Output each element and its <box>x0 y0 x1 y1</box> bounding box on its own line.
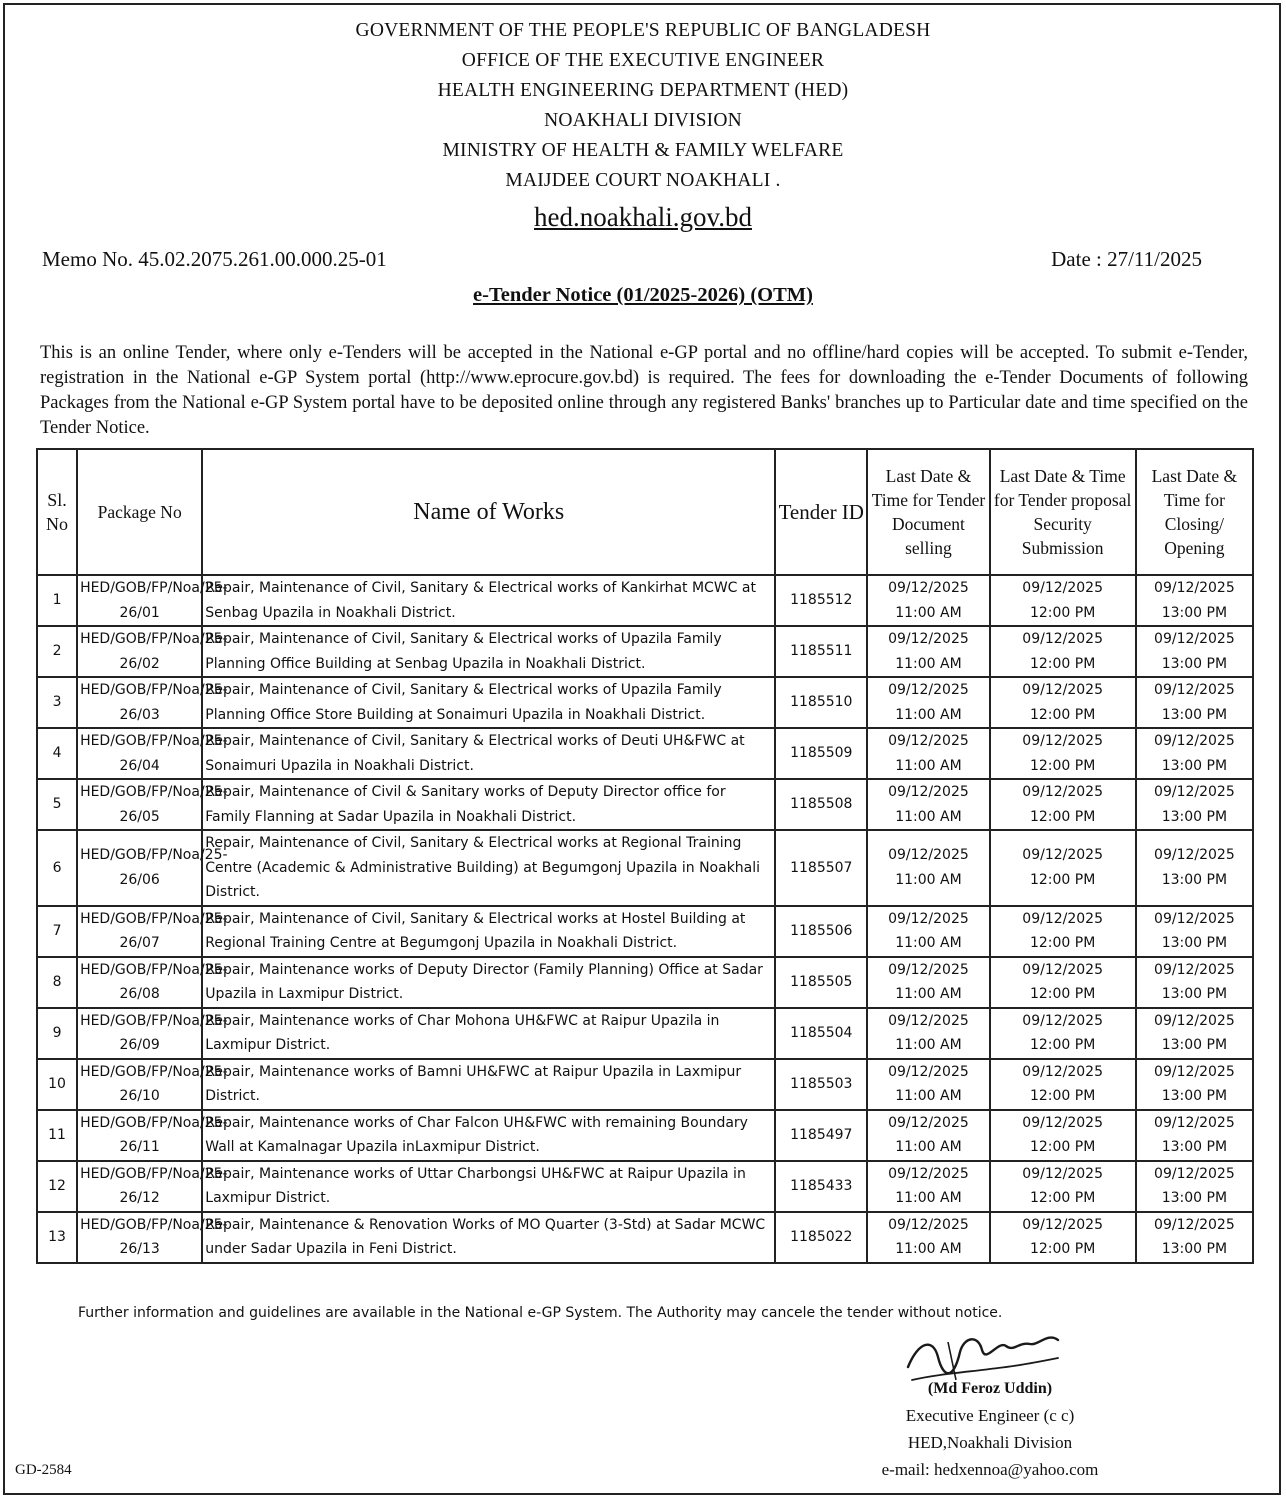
table-row <box>37 957 1253 1008</box>
table-row <box>37 906 1253 957</box>
cell-sl: 2 <box>37 626 77 677</box>
cell-tender-id: 1185503 <box>775 1059 867 1110</box>
cell-package: HED/GOB/FP/Noa/25-26/02 <box>77 626 202 677</box>
date-text: 09/12/2025 <box>1154 784 1235 800</box>
cell-tender-id: 1185512 <box>775 575 867 626</box>
cell-sl: 3 <box>37 677 77 728</box>
table-row <box>37 1161 1253 1212</box>
time-text: 12:00 PM <box>1029 935 1096 951</box>
header-name: Name of Works <box>202 449 775 575</box>
time-text: 11:00 AM <box>895 1190 962 1206</box>
cell-sl: 13 <box>37 1212 77 1263</box>
cell-security <box>990 1161 1136 1212</box>
cell-package: HED/GOB/FP/Noa/25-26/09 <box>77 1008 202 1059</box>
cell-tender-id: 1185509 <box>775 728 867 779</box>
letterhead-line: GOVERNMENT OF THE PEOPLE'S REPUBLIC OF BANGLADESH <box>355 20 931 41</box>
cell-tender-id: 1185511 <box>775 626 867 677</box>
time-text: 12:00 PM <box>1029 706 1096 723</box>
date-text: 09/12/2025 <box>1154 910 1235 927</box>
cell-security <box>990 1212 1136 1263</box>
letterhead-line: MINISTRY OF HEALTH & FAMILY WELFARE <box>442 140 844 161</box>
time-text: 13:00 PM <box>1161 935 1228 951</box>
time-text: 13:00 PM <box>1161 757 1228 774</box>
time-text: 13:00 PM <box>1161 1241 1228 1257</box>
cell-name: Repair, Maintenance of Civil, Sanitary & Electrical works of Kankirhat MCWC at Senbag Upazila in Noakhali District. <box>202 575 775 626</box>
cell-tender-id: 1185022 <box>775 1212 867 1263</box>
header-tender-id: Tender ID <box>775 449 867 575</box>
date-text: 09/12/2025 <box>888 733 969 749</box>
time-text: 11:00 AM <box>895 808 962 825</box>
cell-security <box>990 626 1136 677</box>
table-row <box>37 626 1253 677</box>
time-text: 11:00 AM <box>895 1037 962 1053</box>
cell-tender-id: 1185497 <box>775 1110 867 1161</box>
signer-name: (Md Feroz Uddin) <box>927 1380 1053 1397</box>
cell-name: Repair, Maintenance of Civil, Sanitary & Electrical works of Deuti UH&FWC at Sonaimuri Upazila in Noakhali District. <box>202 728 775 779</box>
date-text: 09/12/2025 <box>1022 961 1103 978</box>
time-text: 11:00 AM <box>895 935 962 951</box>
time-text: 11:00 AM <box>895 1088 962 1104</box>
time-text: 11:00 AM <box>895 757 962 774</box>
date-text: 09/12/2025 <box>888 1012 969 1029</box>
header-doc-selling: Last Date & Time for Tender Document selling <box>867 449 989 575</box>
cell-security <box>990 1008 1136 1059</box>
time-text: 13:00 PM <box>1161 706 1228 723</box>
cell-package: HED/GOB/FP/Noa/25-26/08 <box>77 957 202 1008</box>
letterhead-line: MAIJDEE COURT NOAKHALI . <box>505 170 781 191</box>
cell-package: HED/GOB/FP/Noa/25-26/05 <box>77 779 202 830</box>
cell-doc-selling <box>867 626 989 677</box>
date-text: 09/12/2025 <box>1022 733 1103 749</box>
time-text: 11:00 AM <box>895 871 962 888</box>
cell-package: HED/GOB/FP/Noa/25-26/04 <box>77 728 202 779</box>
cell-name: Repair, Maintenance works of Char Mohona UH&FWC at Raipur Upazila in Laxmipur District. <box>202 1008 775 1059</box>
date-text: 09/12/2025 <box>1022 1216 1103 1233</box>
cell-doc-selling <box>867 1110 989 1161</box>
date-text: 09/12/2025 <box>888 1165 969 1182</box>
cell-security <box>990 830 1136 906</box>
header-package: Package No <box>77 449 202 575</box>
cell-security <box>990 779 1136 830</box>
date-text: 09/12/2025 <box>1154 1165 1235 1182</box>
date-text: 09/12/2025 <box>888 1216 969 1233</box>
cell-security <box>990 677 1136 728</box>
time-text: 11:00 AM <box>895 1241 962 1257</box>
cell-name: Repair, Maintenance of Civil, Sanitary & Electrical works of Upazila Family Planning Office Store Building at Sonaimuri Upazila in Noakhali District. <box>202 677 775 728</box>
cell-sl: 6 <box>37 830 77 906</box>
time-text: 11:00 AM <box>895 986 962 1002</box>
memo-number: Memo No. 45.02.2075.261.00.000.25-01 <box>42 247 387 271</box>
cell-security <box>990 575 1136 626</box>
gd-code: GD-2584 <box>15 1462 72 1478</box>
date-text: 09/12/2025 <box>888 1114 969 1131</box>
date-text: 09/12/2025 <box>1154 682 1235 698</box>
cell-sl: 12 <box>37 1161 77 1212</box>
date-text: 09/12/2025 <box>888 847 969 864</box>
signer-designation: Executive Engineer (c c) <box>905 1406 1075 1425</box>
notice-date: Date : 27/11/2025 <box>1051 247 1202 271</box>
date-text: 09/12/2025 <box>1154 961 1235 978</box>
date-text: 09/12/2025 <box>1022 1114 1103 1131</box>
cell-closing <box>1136 677 1253 728</box>
header-security: Last Date & Time for Tender proposal Security Submission <box>990 449 1136 575</box>
cell-tender-id: 1185504 <box>775 1008 867 1059</box>
date-text: 09/12/2025 <box>888 784 969 800</box>
letterhead-line: NOAKHALI DIVISION <box>544 110 742 131</box>
cell-doc-selling <box>867 1161 989 1212</box>
letterhead-line: HEALTH ENGINEERING DEPARTMENT (HED) <box>437 80 849 101</box>
signature-block <box>880 1376 1100 1483</box>
letterhead-line: OFFICE OF THE EXECUTIVE ENGINEER <box>461 50 825 71</box>
cell-sl: 7 <box>37 906 77 957</box>
header-sl: Sl. No <box>37 449 77 575</box>
cell-doc-selling <box>867 906 989 957</box>
cell-closing <box>1136 728 1253 779</box>
cell-closing <box>1136 830 1253 906</box>
time-text: 11:00 AM <box>895 655 962 672</box>
date-text: 09/12/2025 <box>888 1063 969 1080</box>
cell-security <box>990 906 1136 957</box>
date-text: 09/12/2025 <box>888 580 969 596</box>
cell-sl: 8 <box>37 957 77 1008</box>
table-row <box>37 1110 1253 1161</box>
date-text: 09/12/2025 <box>1154 733 1235 749</box>
time-text: 12:00 PM <box>1029 1241 1096 1257</box>
table-row <box>37 575 1253 626</box>
intro-paragraph: This is an online Tender, where only e-Tenders will be accepted in the National e-GP portal and no offline/hard copies will be accepted. To submit e-Tender, registration in the National e-GP System portal (http://www.eprocure.gov.bd) is required. The fees for downloading the e-Tender Documents of following Packages from the National e-GP System portal have to be deposited online through any registered Banks' branches up to Particular date and time specified on the Tender Notice. <box>40 343 1248 438</box>
cell-name: Repair, Maintenance of Civil, Sanitary & Electrical works of Upazila Family Planning Office Building at Senbag Upazila in Noakhali District. <box>202 626 775 677</box>
time-text: 12:00 PM <box>1029 808 1096 825</box>
cell-sl: 10 <box>37 1059 77 1110</box>
cell-name: Repair, Maintenance of Civil, Sanitary & Electrical works at Regional Training Centre (Academic & Administrative Building) at Begumgonj Upazila in Noakhali District. <box>202 830 775 906</box>
cell-name: Repair, Maintenance & Renovation Works of MO Quarter (3-Std) at Sadar MCWC under Sadar Upazila in Feni District. <box>202 1212 775 1263</box>
table-row <box>37 830 1253 906</box>
cell-doc-selling <box>867 677 989 728</box>
cell-doc-selling <box>867 728 989 779</box>
cell-closing <box>1136 1059 1253 1110</box>
time-text: 13:00 PM <box>1161 1139 1228 1155</box>
cell-package: HED/GOB/FP/Noa/25-26/03 <box>77 677 202 728</box>
date-text: 09/12/2025 <box>1154 1114 1235 1131</box>
time-text: 12:00 PM <box>1029 757 1096 774</box>
date-text: 09/12/2025 <box>1022 847 1103 864</box>
cell-closing <box>1136 1212 1253 1263</box>
cell-closing <box>1136 1110 1253 1161</box>
date-text: 09/12/2025 <box>1154 1216 1235 1233</box>
time-text: 11:00 AM <box>895 706 962 723</box>
cell-tender-id: 1185505 <box>775 957 867 1008</box>
time-text: 12:00 PM <box>1029 1190 1096 1206</box>
time-text: 12:00 PM <box>1029 986 1096 1002</box>
website-link[interactable]: hed.noakhali.gov.bd <box>534 202 752 232</box>
cell-sl: 11 <box>37 1110 77 1161</box>
cell-doc-selling <box>867 830 989 906</box>
cell-sl: 1 <box>37 575 77 626</box>
cell-security <box>990 1059 1136 1110</box>
time-text: 13:00 PM <box>1161 986 1228 1002</box>
cell-doc-selling <box>867 1059 989 1110</box>
cell-package: HED/GOB/FP/Noa/25-26/07 <box>77 906 202 957</box>
time-text: 12:00 PM <box>1029 655 1096 672</box>
date-text: 09/12/2025 <box>888 961 969 978</box>
cell-name: Repair, Maintenance works of Deputy Director (Family Planning) Office at Sadar Upazila in Laxmipur District. <box>202 957 775 1008</box>
cell-closing <box>1136 1008 1253 1059</box>
table-row <box>37 728 1253 779</box>
time-text: 13:00 PM <box>1161 1088 1228 1104</box>
cell-security <box>990 957 1136 1008</box>
cell-package: HED/GOB/FP/Noa/25-26/10 <box>77 1059 202 1110</box>
cell-sl: 9 <box>37 1008 77 1059</box>
cell-package: HED/GOB/FP/Noa/25-26/13 <box>77 1212 202 1263</box>
date-text: 09/12/2025 <box>1022 1063 1103 1080</box>
cell-sl: 4 <box>37 728 77 779</box>
date-text: 09/12/2025 <box>1154 580 1235 596</box>
cell-security <box>990 728 1136 779</box>
cell-package: HED/GOB/FP/Noa/25-26/12 <box>77 1161 202 1212</box>
cell-doc-selling <box>867 779 989 830</box>
time-text: 13:00 PM <box>1161 604 1228 621</box>
date-text: 09/12/2025 <box>1022 910 1103 927</box>
cell-doc-selling <box>867 1008 989 1059</box>
time-text: 12:00 PM <box>1029 1139 1096 1155</box>
cell-package: HED/GOB/FP/Noa/25-26/06 <box>77 830 202 906</box>
date-text: 09/12/2025 <box>1154 631 1235 647</box>
date-text: 09/12/2025 <box>888 682 969 698</box>
date-text: 09/12/2025 <box>1022 1012 1103 1029</box>
cell-closing <box>1136 906 1253 957</box>
date-text: 09/12/2025 <box>1022 580 1103 596</box>
table-header-row <box>37 449 1253 575</box>
cell-tender-id: 1185507 <box>775 830 867 906</box>
table-row <box>37 1059 1253 1110</box>
time-text: 13:00 PM <box>1161 871 1228 888</box>
table-row <box>37 779 1253 830</box>
cell-tender-id: 1185510 <box>775 677 867 728</box>
cell-doc-selling <box>867 575 989 626</box>
date-text: 09/12/2025 <box>1022 784 1103 800</box>
time-text: 13:00 PM <box>1161 1190 1228 1206</box>
table-row <box>37 677 1253 728</box>
date-text: 09/12/2025 <box>1022 631 1103 647</box>
cell-security <box>990 1110 1136 1161</box>
cell-name: Repair, Maintenance works of Bamni UH&FWC at Raipur Upazila in Laxmipur District. <box>202 1059 775 1110</box>
cell-closing <box>1136 1161 1253 1212</box>
time-text: 12:00 PM <box>1029 1037 1096 1053</box>
time-text: 11:00 AM <box>895 604 962 621</box>
time-text: 12:00 PM <box>1029 604 1096 621</box>
notice-title: e-Tender Notice (01/2025-2026) (OTM) <box>473 284 813 306</box>
date-text: 09/12/2025 <box>1154 847 1235 864</box>
cell-sl: 5 <box>37 779 77 830</box>
header-closing: Last Date & Time for Closing/ Opening <box>1136 449 1253 575</box>
date-text: 09/12/2025 <box>1022 1165 1103 1182</box>
date-text: 09/12/2025 <box>1154 1012 1235 1029</box>
table-row <box>37 1212 1253 1263</box>
cell-tender-id: 1185508 <box>775 779 867 830</box>
time-text: 11:00 AM <box>895 1139 962 1155</box>
cell-doc-selling <box>867 957 989 1008</box>
signer-email[interactable]: e-mail: hedxennoa@yahoo.com <box>881 1460 1099 1479</box>
cell-closing <box>1136 575 1253 626</box>
cell-name: Repair, Maintenance of Civil, Sanitary & Electrical works at Hostel Building at Regional Training Centre at Begumgonj Upazila in Noakhali District. <box>202 906 775 957</box>
cell-closing <box>1136 957 1253 1008</box>
letterhead <box>0 16 1286 234</box>
date-text: 09/12/2025 <box>1022 682 1103 698</box>
cell-closing <box>1136 626 1253 677</box>
cell-package: HED/GOB/FP/Noa/25-26/01 <box>77 575 202 626</box>
date-text: 09/12/2025 <box>888 631 969 647</box>
cell-tender-id: 1185506 <box>775 906 867 957</box>
cell-name: Repair, Maintenance works of Char Falcon UH&FWC with remaining Boundary Wall at Kamalnagar Upazila inLaxmipur District. <box>202 1110 775 1161</box>
date-text: 09/12/2025 <box>888 910 969 927</box>
cell-closing <box>1136 779 1253 830</box>
time-text: 13:00 PM <box>1161 655 1228 672</box>
time-text: 12:00 PM <box>1029 871 1096 888</box>
cell-name: Repair, Maintenance of Civil & Sanitary works of Deputy Director office for Family Flanning at Sadar Upazila in Noakhali District. <box>202 779 775 830</box>
cell-tender-id: 1185433 <box>775 1161 867 1212</box>
tender-table <box>36 448 1254 1264</box>
date-text: 09/12/2025 <box>1154 1063 1235 1080</box>
table-row <box>37 1008 1253 1059</box>
signer-office: HED,Noakhali Division <box>907 1433 1073 1452</box>
cell-name: Repair, Maintenance works of Uttar Charbongsi UH&FWC at Raipur Upazila in Laxmipur District. <box>202 1161 775 1212</box>
cell-doc-selling <box>867 1212 989 1263</box>
time-text: 13:00 PM <box>1161 808 1228 825</box>
cell-package: HED/GOB/FP/Noa/25-26/11 <box>77 1110 202 1161</box>
time-text: 13:00 PM <box>1161 1037 1228 1053</box>
further-info-note: Further information and guidelines are available in the National e-GP System. The Authority may cancele the tender without notice. <box>78 1305 1003 1321</box>
time-text: 12:00 PM <box>1029 1088 1096 1104</box>
